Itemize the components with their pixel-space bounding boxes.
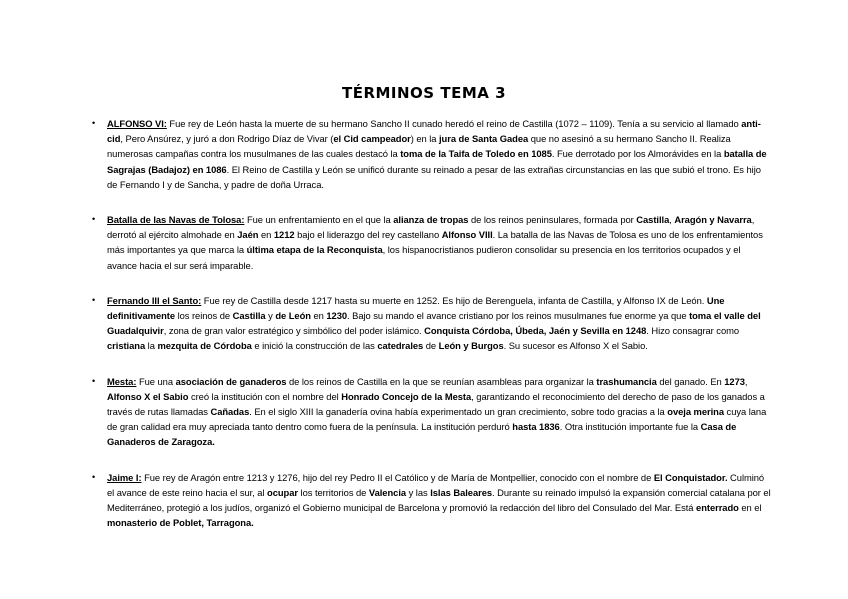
body-text: . La batalla de las Navas de Tolosa es uno de los enfrentamientos más importantes ya que marca la (107, 229, 763, 256)
body-text: ) en la (410, 133, 439, 145)
highlight-text: toma de la Taifa de Toledo en 1085 (400, 148, 552, 160)
body-text: . Otra institución importante fue la (559, 421, 701, 433)
highlight-text: El Conquistador. (653, 471, 728, 483)
highlight-text: 1212 (273, 229, 295, 241)
body-text: . El Reino de Castilla y León se unificó durante su reinado a pesar de las extrañas circunstancias en las que subió el trono. Es hijo de Fernando I y de Sancha, y padre de doña Urraca. (107, 163, 761, 190)
body-text: , garantizando el reconocimiento del derecho de paso de los ganados a través de rutas llamadas (107, 390, 765, 418)
bullet-icon: • (92, 214, 96, 225)
highlight-text: Casa de Ganaderos de Zaragoza. (107, 421, 737, 448)
highlight-text: enterrado (696, 502, 739, 514)
body-text: Fue un enfrentamiento en el que la (244, 214, 394, 226)
body-text: e inició la construcción de las (251, 340, 378, 352)
page-title: TÉRMINOS TEMA 3 (341, 84, 507, 102)
highlight-text: Jaén (237, 229, 259, 241)
body-text: de (423, 340, 439, 352)
highlight-text: de León (275, 310, 311, 322)
highlight-text: Honrado Concejo de la Mesta (341, 390, 472, 402)
term-name: Mesta: (107, 375, 137, 387)
body-text: , zona de gran valor estratégico y simbólico del poder islámico. (163, 325, 425, 337)
highlight-text: jura de Santa Gadea (439, 133, 529, 145)
term-name: ALFONSO VI: (107, 118, 167, 129)
highlight-text: ocupar (267, 486, 298, 498)
body-text: en el (738, 502, 762, 514)
highlight-text: catedrales (377, 340, 424, 352)
highlight-text: Castilla (636, 214, 670, 226)
body-text: , los hispanocristianos pudieron consolidar su presencia en los territorios ocupados y el avance hacia el sur será imparable. (107, 244, 741, 271)
highlight-text: oveja merina (667, 406, 724, 418)
body-text: que no asesinó a su hermano Sancho II. Realiza numerosas campañas contra los musulmanes de las cuales destacó la (107, 133, 731, 160)
highlight-text: trashumancia (596, 375, 657, 387)
body-text: . Fue derrotado por los Almorávides en la (551, 148, 724, 160)
body-text: . Bajo su mando el avance cristiano por los reinos musulmanes fue enorme ya que (347, 310, 690, 322)
body-text: y (265, 310, 276, 322)
term-name: Fernando III el Santo: (107, 294, 202, 306)
bullet-icon: • (92, 471, 96, 482)
body-text: , (744, 375, 748, 387)
body-text: del ganado. En (656, 375, 725, 387)
body-text: creó la institución con el nombre del (188, 390, 342, 402)
body-text: los territorios de (298, 486, 369, 498)
body-text: bajo el liderazgo del rey castellano (294, 229, 442, 241)
body-text: . En el siglo XIII la ganadería ovina había experimentado un gran crecimiento, sobre todo gracias a la (249, 406, 668, 418)
term-item (92, 293, 772, 354)
body-text: . Durante su reinado impulsó la expansión comercial catalana por el Mediterráneo, protegió a los judíos, organizó el Gobierno municipal de Barcelona y promovió la redacción del libro del Consulado del Mar. Está (107, 486, 771, 514)
body-text: Culminó el avance de este reino hacia el sur, al (107, 471, 765, 498)
body-text: Fue rey de León hasta la muerte de su hermano Sancho II cunado heredó el reino de Castilla (1072 – 1109). Tenía a su servicio al llamado (166, 118, 742, 129)
highlight-text: Aragón y Navarra (674, 214, 752, 226)
highlight-text: el Cid campeador (333, 133, 411, 145)
highlight-text: 1273 (724, 375, 745, 387)
body-text: Fue rey de Aragón entre 1213 y 1276, hijo del rey Pedro II el Católico y de María de Montpellier, conocido con el nombre de (141, 471, 654, 483)
term-item (92, 374, 772, 450)
body-text: en (310, 310, 327, 322)
highlight-text: Cañadas (210, 406, 250, 418)
highlight-text: anti-cid (107, 118, 761, 145)
highlight-text: asociación de ganaderos (175, 375, 287, 387)
highlight-text: Alfonso X el Sabio (107, 390, 189, 402)
body-text: , (669, 214, 675, 226)
body-text: Fue rey de Castilla desde 1217 hasta su muerte en 1252. Es hijo de Berenguela, infanta de Castilla, y Alfonso IX de León. (201, 294, 707, 306)
term-name: Jaime I: (107, 471, 142, 483)
highlight-text: mezquita de Córdoba (157, 340, 252, 352)
highlight-text: toma el valle del Guadalquivir (107, 310, 761, 337)
terms-list (92, 116, 772, 550)
body-text: cuya lana de gran calidad era muy apreciada tanto dentro como fuera de la península. La institución perduró (107, 406, 767, 433)
highlight-text: hasta 1836 (512, 421, 560, 433)
highlight-text: cristiana (107, 340, 146, 352)
highlight-text: Une definitivamente (107, 294, 725, 322)
bullet-icon: • (92, 294, 96, 305)
body-text: de los reinos de Castilla en la que se reunían asambleas para organizar la (286, 375, 597, 387)
highlight-text: 1230 (326, 310, 348, 322)
highlight-text: batalla de Sagrajas (Badajoz) en 1086 (107, 148, 767, 175)
highlight-text: Valencia (368, 486, 407, 498)
term-name: Batalla de las Navas de Tolosa: (107, 214, 245, 226)
highlight-text: monasterio de Poblet, Tarragona. (107, 517, 254, 529)
term-item (92, 212, 772, 273)
highlight-text: León y Burgos (438, 340, 504, 352)
body-text: los reinos de (175, 310, 233, 322)
body-text: la (145, 340, 158, 352)
highlight-text: Conquista Córdoba, Úbeda, Jaén y Sevilla en 1248 (424, 325, 647, 337)
highlight-text: Alfonso VIII (441, 229, 493, 241)
highlight-text: Islas Baleares (430, 486, 493, 498)
body-text: de los reinos peninsulares, formada por (468, 214, 637, 226)
body-text: y las (406, 486, 431, 498)
body-text: . Su sucesor es Alfonso X el Sabio. (503, 340, 648, 352)
highlight-text: última etapa de la Reconquista (246, 244, 383, 256)
bullet-icon: • (92, 375, 96, 386)
body-text: , Pero Ansúrez, y juró a don Rodrigo Díaz de Vivar ( (120, 133, 334, 145)
highlight-text: alianza de tropas (393, 214, 469, 226)
bullet-icon: • (92, 118, 96, 128)
term-item (92, 470, 772, 531)
highlight-text: Castilla (232, 310, 266, 322)
body-text: . Hizo consagrar como (646, 325, 740, 337)
term-item (92, 116, 772, 192)
body-text: , derrotó al ejército almohade en (107, 214, 755, 241)
body-text: Fue una (136, 375, 176, 387)
body-text: en (258, 229, 274, 241)
